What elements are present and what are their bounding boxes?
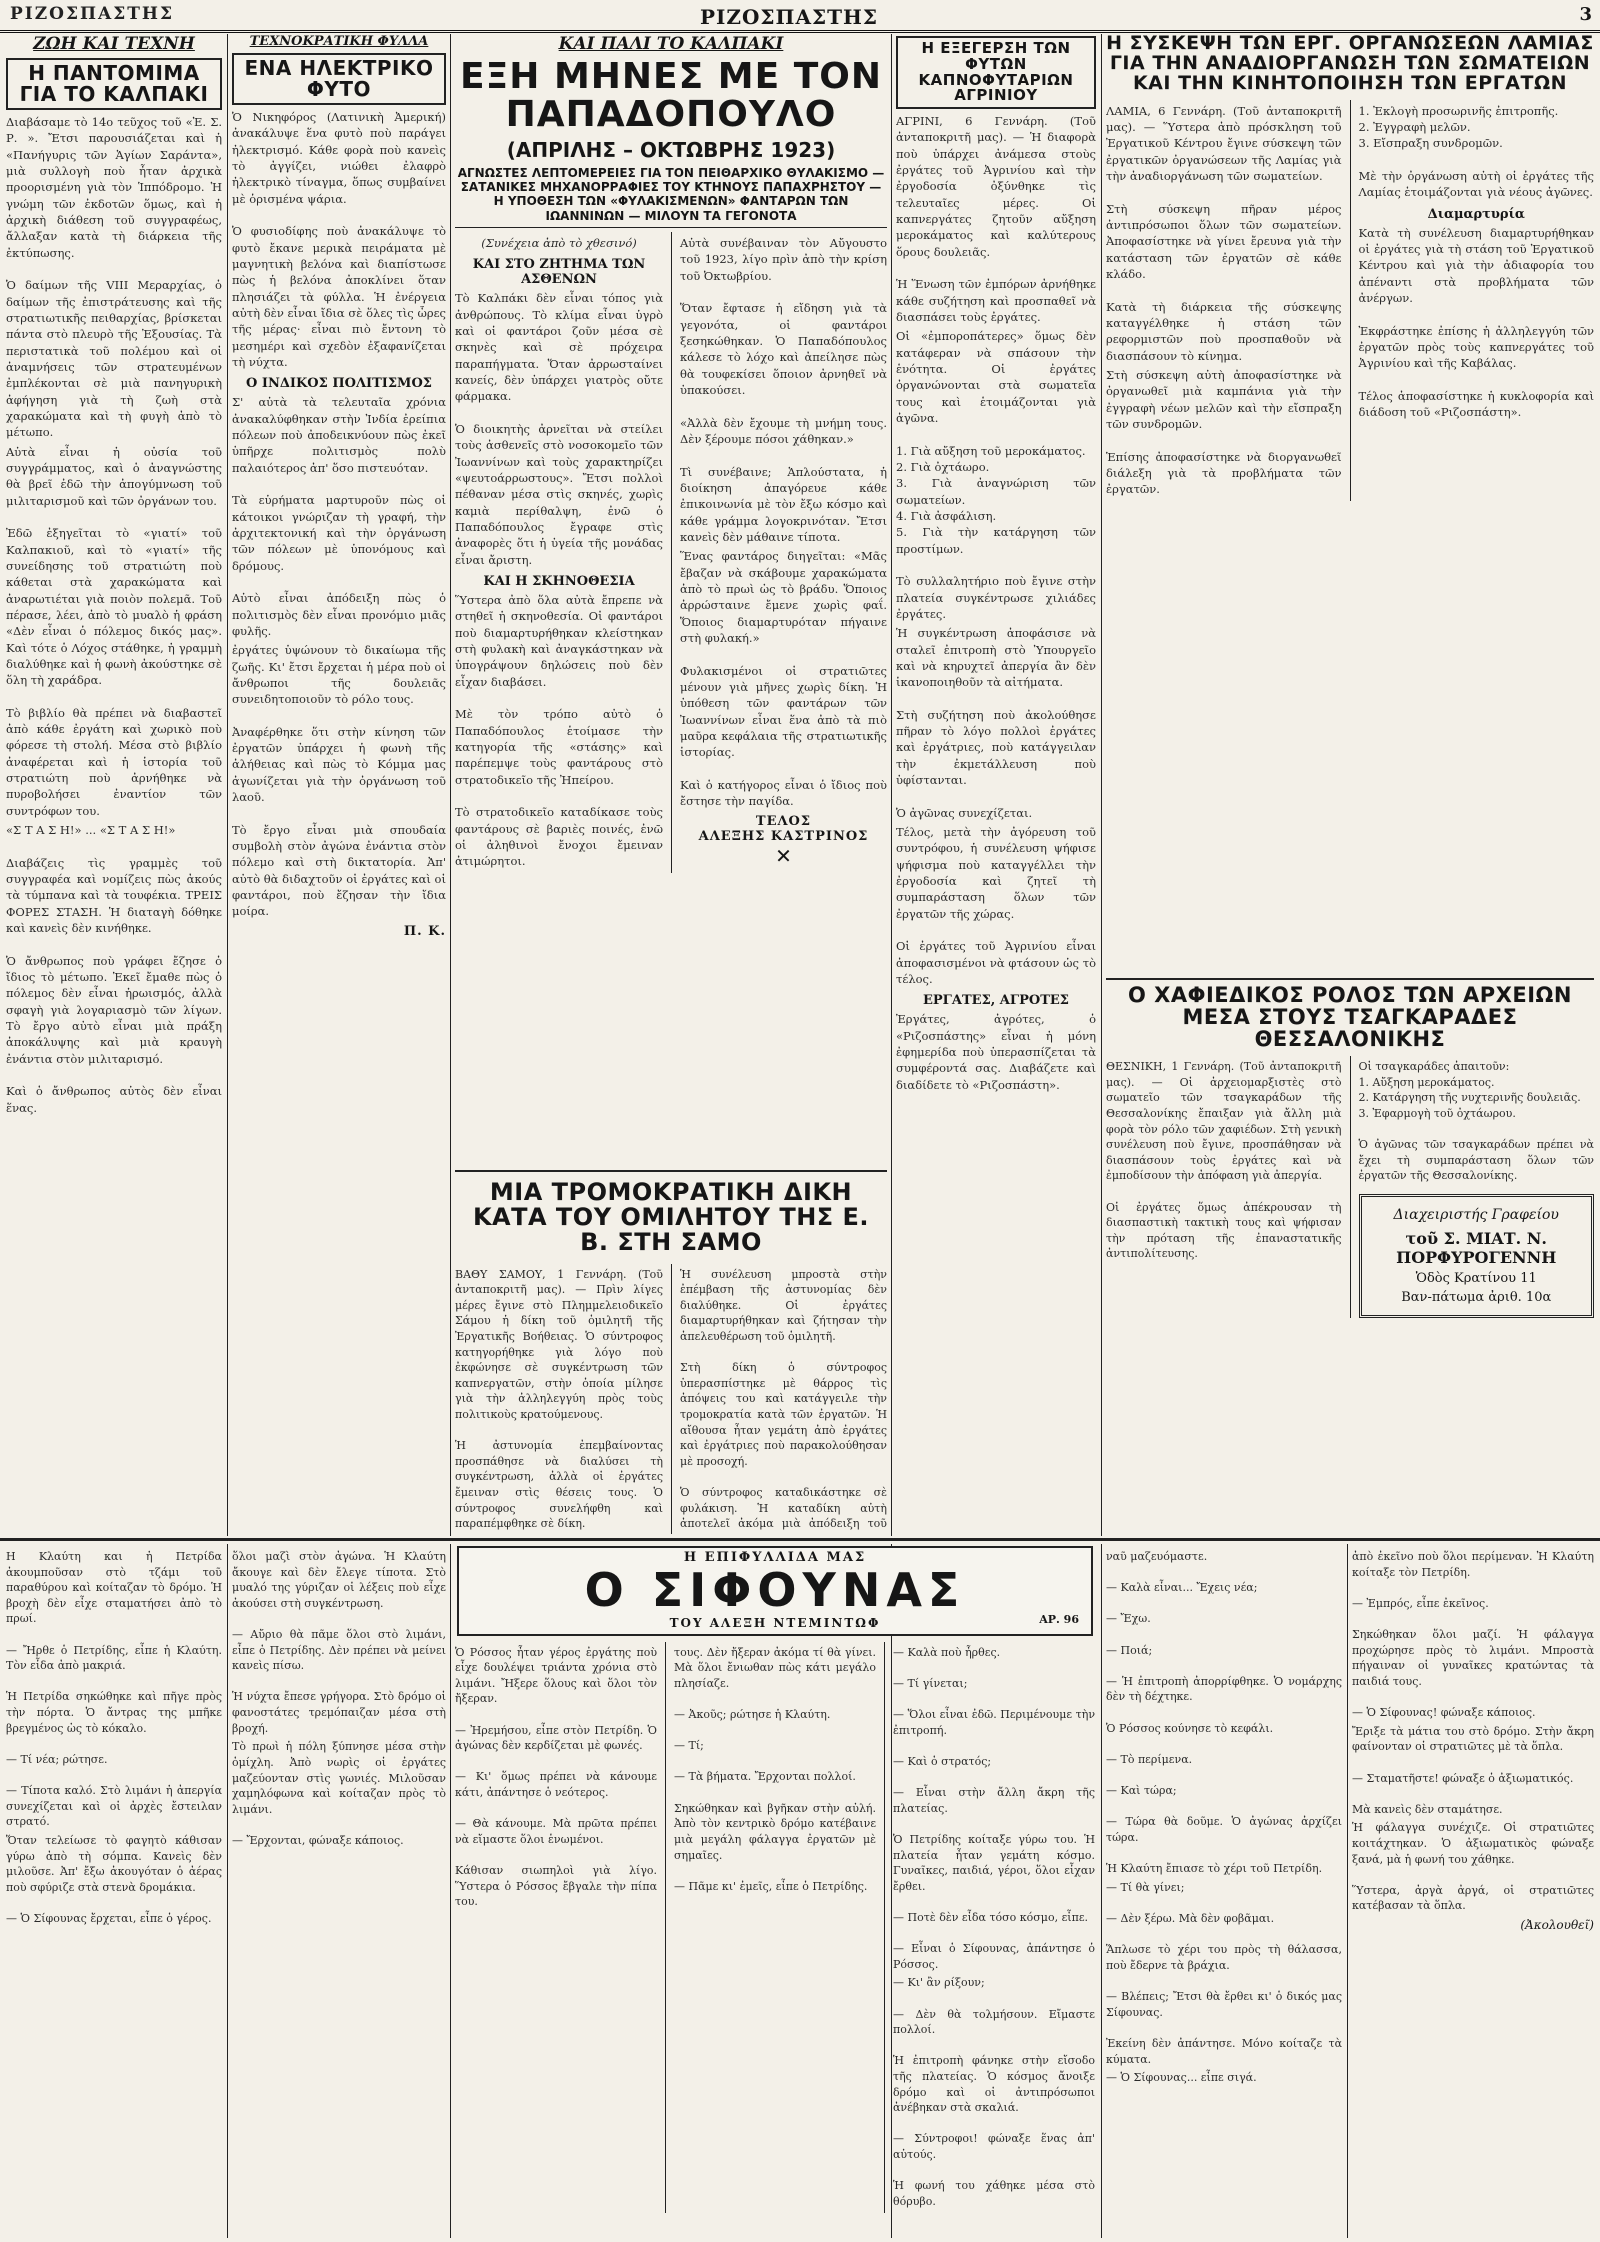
article-dateline: (ΑΠΡΙΛΗΣ – ΟΚΤΩΒΡΗΣ 1923) [506,137,836,162]
section-heading: Διαμαρτυρία [1427,206,1525,222]
serial-text: Ὁ Ρόσσος ἦταν γέρος ἐργάτης ποὺ εἶχε δουλέψει τριάντα χρόνια στὸ λιμάνι. Ἤξερε ὅλους καὶ ὅλοι τὸν ἤξεραν. — Ἠρεμήσου, εἶπε στὸν Πετρίδη. Ὁ ἀγώνας δὲν κερδίζεται μὲ φωνές. — Κι' ὅμως πρέπει νὰ κάνουμε κάτι, ἀπάντησε ὁ νεότερος. — Θὰ κάνουμε. Μὰ πρῶτα πρέπει νὰ εἴμαστε ὅλοι ἑνωμένοι. Κάθισαν σιωπηλοὶ γιὰ λίγο. Ὕστερα ὁ Ρόσσος ἔβγαλε τὴν πίπα του. [455,1645,658,1909]
serial-column [1106,1546,1342,2236]
cross-mark: ✕ [775,843,792,868]
article-body: Αὐτὰ εἶναι ἡ οὐσία τοῦ συγγράμματος, καὶ ὁ ἀναγνώστης θὰ βρεῖ ἐδῶ τὴν ἀπογύμνωση τοῦ μιλιταρισμοῦ καὶ τῶν ὀργάνων του. Ἐδῶ ἐξηγεῖται τὸ «γιατί» τοῦ Καλπακιοῦ, καὶ τὸ «γιατί» τῆς συνείδησης τοῦ στρατιώτη ποὺ κάθεται στὰ χαρακώματα καὶ ἀναρωτιέται γιὰ ποιὸν πολεμᾶ. Τοῦ πέρασε, λέει, ἀπὸ τὸ μυαλὸ ἡ φράση «Δὲν εἶναι ὁ πόλεμος δικός μας». Καὶ τότε ὁ Λόχος στάθηκε, ἡ γραμμὴ διαλύθηκε καὶ ἡ φωνὴ ἀκούστηκε σὲ ὅλη τὴ χαράδρα. Τὸ βιβλίο θὰ πρέπει νὰ διαβαστεῖ ἀπὸ κάθε ἐργάτη καὶ χωρικὸ ποὺ φόρεσε τὴ στολή. Μέσα στὸ βιβλίο ἀναφέρεται καὶ ἡ ἱστορία τοῦ στρατιώτη ποὺ ἀρνήθηκε νὰ πυροβολήσει ἐναντίον τῶν συντρόφων του. [6,444,222,818]
section-kicker: ΚΑΙ ΠΑΛΙ ΤΟ ΚΑΛΠΑΚΙ [558,34,784,54]
serial-title: Ο ΣΙΦΟΥΝΑΣ [584,1563,966,1617]
serial-number: ΑΡ. 96 [1039,1612,1079,1626]
serial-column [232,1546,446,2236]
column-rule [1101,1544,1102,2238]
article-body: Στὴ σύσκεψη αὐτὴ ἀποφασίστηκε νὰ ὀργανωθεῖ μιὰ καμπάνια γιὰ τὴν ἐγγραφὴ νέων μελῶν καὶ τὴν εἴσπραξη τῶν συνδρομῶν. Ἑπίσης ἀποφασίστηκε νὰ διοργανωθεῖ διάλεξη γιὰ τὰ προβλήματα τῶν ἐργατῶν. [1106,368,1342,497]
serial-text: Η Κλαύτη και ἡ Πετρίδα ἀκουμποῦσαν στὸ τζάμι τοῦ παραθύρου καὶ κοίταζαν τὸ δρόμο. Ἡ βροχὴ δὲν εἶχε σταματήσει ἀπὸ τὸ πρωί. — Ἤρθε ὁ Πετρίδης, εἶπε ἡ Κλαύτη. Τὸν εἶδα ἀπὸ μακριά. Ἡ Πετρίδα σηκώθηκε καὶ πῆγε πρὸς τὴν πόρτα. Ὁ ἄντρας της μπῆκε βρεγμένος ὡς τὸ κόκαλο. — Τί νέα; ρώτησε. — Τίποτα καλό. Στὸ λιμάνι ἡ ἀπεργία συνεχίζεται καὶ οἱ ἀρχὲς ἔστειλαν στρατό. [6,1550,222,1829]
column-rule [227,1544,228,2238]
article-body: Ὁ Νικηφόρος (Λατινικὴ Ἀμερική) ἀνακάλυψε ἕνα φυτὸ ποὺ παράγει ἠλεκτρισμό. Κάθε φορὰ ποὺ κανεὶς τὸ ἀγγίζει, νιώθει ἐλαφρὸ ἠλεκτρικὸ τίναγμα, ὅπως συμβαίνει μὲ ὁρισμένα ψάρια. Ὁ φυσιοδίφης ποὺ ἀνακάλυψε τὸ φυτὸ ἔκανε μερικὰ πειράματα μὲ μαγνητικὴ βελόνα καὶ διαπίστωσε πὼς ἡ βελόνα ἀποκλίνει ὅταν πλησιάζει τὰ φύλλα. Ἡ ἐνέργεια αὐτὴ δὲν εἶναι ἴδια σὲ ὅλες τὶς ὧρες τῆς μέρας· εἶναι πιὸ ἔντονη τὸ μεσημέρι καὶ σχεδὸν ἐξαφανίζεται τὴ νύχτα. [232,110,446,369]
masthead-left: ΡΙΖΟΣΠΑΣΤΗΣ [10,4,174,24]
section-kicker: ΤΕΧΝΟΚΡΑΤΙΚΗ ΦΥΛΛΑ [249,34,429,49]
article-samos-trial [455,1176,887,1534]
column-rule [450,34,451,1536]
page-number: 3 [1579,4,1592,25]
column-rule [891,34,892,1536]
section-heading: ΕΡΓΑΤΕΣ, ΑΓΡΟΤΕΣ [922,993,1069,1009]
article-salonika [1106,984,1594,1534]
serial-signoff: (Ἀκολουθεῖ) [1520,1918,1594,1933]
article-body: ΒΑΘΥ ΣΑΜΟΥ, 1 Γεννάρη. (Τοῦ ἀνταποκριτῆ μας). — Πρὶν λίγες μέρες ἔγινε στὸ Πλημμελειοδικεῖο Σάμου ἡ δίκη τοῦ ὁμιλητῆ τῆς Ἐργατικῆς Βοήθειας. Ὁ σύντροφος κατηγορήθηκε γιὰ λόγο ποὺ ἐκφώνησε σὲ συγκέντρωση τῶν καπνεργατῶν, στὴν ὁποία μίλησε γιὰ τὴν ἀλληλεγγύη πρὸς τοὺς πολιτικοὺς κρατούμενους. Ἡ ἀστυνομία ἐπεμβαίνοντας προσπάθησε νὰ διαλύσει τὴ συγκέντρωση, ἀλλὰ οἱ ἐργάτες ἔμειναν στὶς θέσεις τους. Ὁ σύντροφος συνελήφθη καὶ παραπέμφθηκε σὲ δίκη. [455,1267,663,1531]
column-rule [227,34,228,1536]
article-headline: Η ΕΞΕΓΕΡΣΗ ΤΩΝ ΦΥΤΩΝ ΚΑΠΝΟΦΥΤΑΡΙΩΝ ΑΓΡΙΝΙΟΥ [896,36,1096,109]
serial-text: τους. Δὲν ἤξεραν ἀκόμα τί θὰ γίνει. Μὰ ὅλοι ἔνιωθαν πὼς κάτι μεγάλο πλησίαζε. — Ἀκοῦς; ρώτησε ἡ Κλαύτη. — Τί; — Τὰ βήματα. Ἔρχονται πολλοί. Σηκώθηκαν καὶ βγῆκαν στὴν αὐλή. Ἀπὸ τὸν κεντρικὸ δρόμο κατέβαινε μιὰ μεγάλη φάλαγγα ἐργατῶν μὲ σημαῖες. — Πᾶμε κι' ἐμεῖς, εἶπε ὁ Πετρίδης. [674,1645,877,1893]
article-byline: Π. Κ. [403,923,446,939]
ad-line: Διαχειριστής Γραφείου [1393,1207,1559,1224]
serial-text: — Καλὰ ποὺ ἦρθες. — Τί γίνεται; — Ὅλοι εἶναι ἐδῶ. Περιμένουμε τὴν ἐπιτροπή. — Καὶ ὁ στρατός; — Εἶναι στὴν ἄλλη ἄκρη τῆς πλατείας. Ὁ Πετρίδης κοίταξε γύρω του. Ἡ πλατεία ἦταν γεμάτη κόσμο. Γυναῖκες, παιδιά, γέροι, ὅλοι εἶχαν ἔρθει. — Ποτὲ δὲν εἶδα τόσο κόσμο, εἶπε. — Εἶναι ὁ Σίφουνας, ἀπάντησε ὁ Ρόσσος. [893,1645,1095,1971]
serial-text: ἀπὸ ἐκεῖνο ποὺ ὅλοι περίμεναν. Ἡ Κλαύτη κοίταξε τὸν Πετρίδη. — Ἐμπρός, εἶπε ἐκεῖνος. Σηκώθηκαν ὅλοι μαζί. Ἡ φάλαγγα προχώρησε πρὸς τὸ λιμάνι. Μπροστὰ πήγαιναν οἱ γυναῖκες κρατώντας τὰ παιδιά τους. — Ὁ Σίφουνας! φώναξε κάποιος. [1352,1550,1594,1720]
article-body: Ἐργάτες, ἀγρότες, ὁ «Ριζοσπάστης» εἶναι ἡ μόνη ἐφημερίδα ποὺ ὑπερασπίζεται τὰ συμφέροντά σας. Διαβάζετε καὶ διαδίδετε τὸ «Ριζοσπάστη». [896,1012,1096,1092]
article-lamia [1106,34,1594,974]
ad-line: τοῦ Σ. ΜΙΑΤ. Ν. ΠΟΡΦΥΡΟΓΕΝΝΗ [1396,1229,1557,1268]
serial-column [1352,1546,1594,2236]
article-headline: ΕΞΗ ΜΗΝΕΣ ΜΕ ΤΟΝ ΠΑΠΑΔΟΠΟΥΛΟ [459,56,883,135]
ad-line: Βαν-πάτωμα ἀριθ. 10α [1401,1290,1552,1306]
serial-center [455,1546,1095,2236]
article-body: ΘΕΣΝΙΚΗ, 1 Γεννάρη. (Τοῦ ἀνταποκριτῆ μας). — Οἱ ἀρχειομαρξιστὲς στὸ σωματεῖο τῶν τσαγκαράδων τῆς Θεσσαλονίκης ἔπαιξαν γιὰ ἄλλη μιὰ φορὰ τὸν ρόλο τῶν χαφιέδων. Στὴ γενικὴ συνέλευση ποὺ ἔγινε, προσπάθησαν νὰ διασπάσουν τοὺς ἐργάτες καὶ νὰ ἐμποδίσουν τὴν ἀπόφαση γιὰ ἀπεργία. Οἱ ἐργάτες ὅμως ἀπέκρουσαν τὴ διασπαστικὴ τακτικὴ τους καὶ ψήφισαν τὴν πρόταση τῆς ἐπαναστατικῆς ἀντιπολίτευσης. [1106,1060,1342,1261]
section-heading: Ο ΙΝΔΙΚΟΣ ΠΟΛΙΤΙΣΜΟΣ [246,376,432,392]
serial-text: Τὸ πρωὶ ἡ πόλη ξύπνησε μέσα στὴν ὁμίχλη. Ἀπὸ νωρὶς οἱ ἐργάτες μαζεύονταν στὶς γωνιές. Μιλοῦσαν χαμηλόφωνα καὶ κοίταζαν πρὸς τὸ λιμάνι. — Ἔρχονται, φώναξε κάποιος. [232,1740,446,1847]
article-body: Οἱ «ἐμποροπάτερες» ὅμως δὲν κατάφεραν νὰ σπάσουν τὴν ἑνότητα. Οἱ ἐργάτες ὀργανώνονται στὰ σωματεῖα τους καὶ ἑτοιμάζονται γιὰ ἀγῶνα. 1. Γιὰ αὔξηση τοῦ μεροκάματος. 2. Γιὰ ὀχτάωρο. 3. Γιὰ ἀναγνώριση τῶν σωματείων. 4. Γιὰ ἀσφάλιση. 5. Γιὰ τὴν κατάργηση τῶν προστίμων. Τὸ συλλαλητήριο ποὺ ἔγινε στὴν πλατεία συγκέντρωσε χιλιάδες ἐργάτες. [896,329,1096,621]
section-divider [0,1538,1600,1541]
column-life-and-art [6,34,222,1534]
article-body: Τέλος, μετὰ τὴν ἀγόρευση τοῦ συντρόφου, ἡ συνέλευση ψήφισε ψήφισμα ποὺ καταγγέλλει τὴν ἐργοδοσία καὶ ζητεῖ τὴ συμπαράσταση ὅλων τῶν ἐργατῶν τῆς χώρας. Οἱ ἐργάτες τοῦ Ἀγρινίου εἶναι ἀποφασισμένοι νὰ φτάσουν ὡς τὸ τέλος. [896,825,1096,987]
column-technology [232,34,446,1534]
article-headline: Η ΠΑΝΤΟΜΙΜΑ ΓΙΑ ΤΟ ΚΑΛΠΑΚΙ [6,58,222,110]
divider [455,1170,887,1172]
section-heading: ΚΑΙ Η ΣΚΗΝΟΘΕΣΙΑ [483,574,635,590]
article-headline: Η ΣΥΣΚΕΨΗ ΤΩΝ ΕΡΓ. ΟΡΓΑΝΩΣΕΩΝ ΛΑΜΙΑΣ ΓΙΑ ΤΗΝ ΑΝΑΔΙΟΡΓΑΝΩΣΗ ΤΩΝ ΣΩΜΑΤΕΙΩΝ ΚΑΙ ΤΗΝ ΚΙΝΗΤΟΠΟΙΗΣΗ ΤΩΝ ΕΡΓΑΤΩΝ [1106,34,1594,94]
serial-text: Ὅταν τελείωσε τὸ φαγητὸ κάθισαν γύρω ἀπὸ τὴ σόμπα. Κανεὶς δὲν μιλοῦσε. Ἀπ' ἔξω ἀκουγόταν ὁ ἀέρας ποὺ σφύριζε στὰ στενὰ δρομάκια. — Ὁ Σίφουνας ἔρχεται, εἶπε ὁ γέρος. [6,1833,222,1926]
article-body: Διαβάσαμε τὸ 14ο τεῦχος τοῦ «Ἑ. Σ. Ρ. ». Ἔτσι παρουσιάζεται καὶ ἡ «Πανήγυρις τῶν Ἁγίων Σαράντα», μιὰ συλλογὴ ποὺ ἦταν ἀρχικὰ προορισμένη γιὰ τὸν Ἱππόδρομο. Ἡ γνώμη τῶν ἐκδοτῶν ὅμως, καὶ ἡ ἀρχικὴ διάθεση τοῦ συγγραφέως, ἄλλαξαν κατὰ τὴ διάρκεια τῆς ἐκτύπωσης. Ὁ δαίμων τῆς VIII Μεραρχίας, ὁ δαίμων τῆς ἐπιστράτευσης καὶ τῆς στρατιωτικῆς πειθαρχίας, βρίσκεται πάντα στὸ πλευρὸ τῆς Ἐξουσίας. Τὰ περιστατικὰ τοῦ πολέμου καὶ οἱ ἀναμνήσεις τῶν στρατευμένων ἐμπλέκονται σὲ μιὰ πανηγυρικὴ ἀφήγηση γιὰ τὴ ζωὴ στὰ χαρακώματα καὶ τὴ φυγὴ ἀπὸ τὸ μέτωπο. [6,115,222,440]
section-heading: ΚΑΙ ΣΤΟ ΖΗΤΗΜΑ ΤΩΝ ΑΣΘΕΝΩΝ [472,257,646,288]
article-body: ΑΓΡΙΝΙ, 6 Γεννάρη. (Τοῦ ἀνταποκριτῆ μας). — Ἡ διαφορὰ ποὺ ὑπάρχει ἀνάμεσα στοὺς ἐργάτες τοῦ Ἀγρινίου καὶ τὴν ἐργοδοσία ὀξύνθηκε τὶς τελευταῖες μέρες. Οἱ καπνεργάτες ζητοῦν αὔξηση μεροκάματος καὶ καλύτερους ὅρους δουλειᾶς. Ἡ Ἕνωση τῶν ἐμπόρων ἀρνήθηκε κάθε συζήτηση καὶ προσπαθεῖ νὰ διασπάσει τοὺς ἐργάτες. [896,114,1096,324]
divider [1106,978,1594,980]
masthead-title: ΡΙΖΟΣΠΑΣΤΗΣ [700,5,879,29]
serial-author: ΤΟΥ ΑΛΕΞΗ ΝΤΕΜΙΝΤΩΦ [669,1615,881,1630]
serial-text: — Κι' ἂν ρίξουν; — Δὲν θὰ τολμήσουν. Εἴμαστε πολλοί. Ἡ ἐπιτροπὴ φάνηκε στὴν εἴσοδο τῆς πλατείας. Ὁ κόσμος ἄνοιξε δρόμο καὶ οἱ ἀντιπρόσωποι ἀνέβηκαν στὰ σκαλιά. — Σύντροφοι! φώναξε ἕνας ἀπ' αὐτούς. Ἡ φωνή του χάθηκε μέσα στὸ θόρυβο. [893,1976,1095,2208]
article-headline: ΜΙΑ ΤΡΟΜΟΚΡΑΤΙΚΗ ΔΙΚΗ ΚΑΤΑ ΤΟΥ ΟΜΙΛΗΤΟΥ ΤΗΣ Ε. Β. ΣΤΗ ΣΑΜΟ [472,1178,870,1257]
article-body: Κατὰ τὴ συνέλευση διαμαρτυρήθηκαν οἱ ἐργάτες γιὰ τὴ στάση τοῦ Ἐργατικοῦ Κέντρου καὶ γιὰ τὴν ἀδιαφορία του ἀπέναντι στὰ προβλήματα τῶν ἀνέργων. Ἐκφράστηκε ἐπίσης ἡ ἀλληλεγγύη τῶν ἐργατῶν πρὸς τοὺς καπνεργάτες τοῦ Ἀγρινίου καὶ τῆς Καβάλας. Τέλος ἀποφασίστηκε ἡ κυκλοφορία καὶ διάδοση τοῦ «Ριζοσπάστη». [1358,225,1594,420]
article-kalpaki [455,34,887,1168]
article-body: «Σ Τ Α Σ Η!» ... «Σ Τ Α Σ Η!» Διαβάζεις τὶς γραμμὲς τοῦ συγγραφέα καὶ νομίζεις πὼς ἀκούς τὰ τύμπανα καὶ τὰ τουφέκια. ΤΡΕΙΣ ΦΟΡΕΣ ΣΤΑΣΗ. Ἡ διαταγὴ δόθηκε καὶ κανεὶς δὲν κινήθηκε. Ὁ ἄνθρωπος ποὺ γράφει ἔζησε ὁ ἴδιος τὸ μέτωπο. Ἐκεῖ ἔμαθε πὼς ὁ πόλεμος δὲν εἶναι ἡρωισμός, ἀλλὰ σφαγὴ γιὰ λογαριασμὸ τῶν λίγων. Τὸ ἔργο αὐτὸ εἶναι μιὰ πράξη ἀποκάλυψης καὶ μιὰ κραυγὴ ἐνάντια στὸν μιλιταρισμό. Καὶ ὁ ἄνθρωπος αὐτὸς δὲν εἶναι ἕνας. [6,823,222,1115]
column-rule [1101,34,1102,1536]
advertisement-box [1359,1194,1595,1318]
article-headline: ΕΝΑ ΗΛΕΚΤΡΙΚΟ ΦΥΤΟ [232,53,446,105]
serial-text: Ἔριξε τὰ μάτια του στὸ δρόμο. Στὴν ἄκρη φαίνονταν οἱ στρατιῶτες μὲ τὰ ὅπλα. — Σταματῆστε! φώναξε ὁ ἀξιωματικός. Μὰ κανεὶς δὲν σταμάτησε. [1352,1724,1594,1816]
ad-line: Ὁδὸς Κρατίνου 11 [1415,1271,1537,1287]
article-body: Ἡ συνέλευση μπροστὰ στὴν ἐπέμβαση τῆς ἀστυνομίας δὲν διαλύθηκε. Οἱ ἐργάτες διαμαρτυρήθηκαν καὶ ζήτησαν τὴν ἀπελευθέρωση τοῦ ὁμιλητῆ. Στὴ δίκη ὁ σύντροφος ὑπερασπίστηκε μὲ θάρρος τὶς ἀπόψεις του καὶ κατάγγειλε τὴν τρομοκρατία κατὰ τῶν ἐργατῶν. Ἡ αἴθουσα ἦταν γεμάτη ἀπὸ ἐργάτες καὶ ἐργάτριες ποὺ παρακολούθησαν μὲ προσοχή. Ὁ σύντροφος καταδικάστηκε σὲ φυλάκιση. Ἡ καταδίκη αὐτὴ ἀποτελεῖ ἀκόμα μιὰ ἀπόδειξη τοῦ [679,1267,887,1531]
serial-text: — Ὁ Σίφουνας... εἶπε σιγά. [1106,2071,1257,2085]
column-rule [1347,1544,1348,2238]
serial-banner [457,1546,1093,1636]
article-body: Οἱ τσαγκαράδες ἀπαιτοῦν: 1. Αὔξηση μεροκάματος. 2. Κατάργηση τῆς νυχτερινῆς δουλειᾶς. 3. Ἐφαρμογὴ τοῦ ὀχτάωρου. Ὁ ἀγῶνας τῶν τσαγκαράδων πρέπει νὰ ἔχει τὴ συμπαράσταση ὅλων τῶν ἐργατῶν τῆς Θεσσαλονίκης. [1358,1060,1594,1183]
serial-text: — Τί θὰ γίνει; — Δὲν ξέρω. Μὰ δὲν φοβᾶμαι. Ἅπλωσε τὸ χέρι του πρὸς τὴ θάλασσα, ποὺ ἔδερνε τὰ βράχια. — Βλέπεις; Ἔτσι θὰ ἔρθει κι' ὁ δικός μας Σίφουνας. Ἐκείνη δὲν ἀπάντησε. Μόνο κοίταζε τὰ κύματα. [1106,1880,1342,2066]
article-agrinio [896,34,1096,1534]
article-body: Αὐτὰ συνέβαιναν τὸν Αὔγουστο τοῦ 1923, λίγο πρὶν ἀπὸ τὴν κρίση τοῦ Ὀκτωβρίου. Ὅταν ἔφτασε ἡ εἴδηση γιὰ τὰ γεγονότα, οἱ φαντάροι ξεσηκώθηκαν. Ὁ Παπαδόπουλος κάλεσε τὸ λόχο καὶ ἀπείλησε πὼς θὰ τουφεκίσει ὅποιον ἀρνηθεῖ νὰ ὑπακούσει. «Ἀλλὰ δὲν ἔχουμε τὴ μνήμη τους. Δὲν ξέρουμε πόσοι χάθηκαν.» Τὶ συνέβαινε; Ἁπλούστατα, ἡ διοίκηση ἀπαγόρευε κάθε ἐπικοινωνία μὲ τὸν ἔξω κόσμο καὶ κάθε γράμμα λογοκρινόταν. Ἔτσι κανεὶς δὲν μάθαινε τίποτα. [679,236,887,545]
article-body: 1. Ἐκλογὴ προσωρινῆς ἐπιτροπῆς. 2. Ἐγγραφὴ μελῶν. 3. Εἴσπραξη συνδρομῶν. Μὲ τὴν ὀργάνωση αὐτὴ οἱ ἐργάτες τῆς Λαμίας ἑτοιμάζονται γιὰ νέους ἀγῶνες. [1358,103,1594,200]
serial-label: Η ΕΠΙΦΥΛΛΙΔΑ ΜΑΣ [683,1550,867,1565]
article-subheadline: ΑΓΝΩΣΤΕΣ ΛΕΠΤΟΜΕΡΕΙΕΣ ΓΙΑ ΤΟΝ ΠΕΙΘΑΡΧΙΚΟ ΘΥΛΑΚΙΣΜΟ — ΣΑΤΑΝΙΚΕΣ ΜΗΧΑΝΟΡΡΑΦΙΕΣ ΤΟΥ ΚΤΗΝΟΥΣ ΠΑΠΑΧΡΗΣΤΟΥ — Η ΥΠΟΘΕΣΗ ΤΩΝ «ΦΥΛΑΚΙΣΜΕΝΩΝ» ΦΑΝΤΑΡΩΝ ΤΩΝ ΙΩΑΝΝΙΝΩΝ — ΜΙΛΟΥΝ ΤΑ ΓΕΓΟΝΟΤΑ [455,166,887,229]
article-body: Ὕστερα ἀπὸ ὅλα αὐτὰ ἔπρεπε νὰ στηθεῖ ἡ σκηνοθεσία. Οἱ φαντάροι ποὺ διαμαρτυρήθηκαν κλείστηκαν στὴ φυλακὴ καὶ ἀναγκάστηκαν νὰ ὑπογράψουν δηλώσεις ποὺ δὲν εἶχαν διαβάσει. Μὲ τὸν τρόπο αὐτὸ ὁ Παπαδόπουλος ἑτοίμασε τὴν κατηγορία τῆς «στάσης» καὶ παρέπεμψε τοὺς φαντάρους στὸ στρατοδικεῖο τῆς Ἠπείρου. Τὸ στρατοδικεῖο καταδίκασε τοὺς φαντάρους σὲ βαριὲς ποινές, ἐνῶ οἱ ἀληθινοὶ ἔνοχοι ἔμειναν ἀτιμώρητοι. [455,593,663,869]
article-body: Ἕνας φαντάρος διηγεῖται: «Μᾶς ἔβαζαν νὰ σκάβουμε χαρακώματα ἀπὸ τὸ πρωὶ ὡς τὸ βράδυ. Ὅποιος ἀρρώσταινε ἔμενε χωρὶς φαΐ. Ὅποιος διαμαρτυρόταν πήγαινε στὴ φυλακή.» Φυλακισμένοι οἱ στρατιῶτες μένουν γιὰ μῆνες χωρὶς δίκη. Ἡ ὑπόθεση τῶν φαντάρων τῶν Ἰωαννίνων εἶναι ἕνα ἀπὸ τὰ πιὸ μαῦρα κεφάλαια τῆς στρατιωτικῆς ἱστορίας. Καὶ ὁ κατήγορος εἶναι ὁ ἴδιος ποὺ ἔστησε τὴν παγίδα. [679,549,887,809]
serial-text: ναῦ μαζευόμαστε. — Καλὰ εἶναι... Ἔχεις νέα; — Ἔχω. — Ποιά; — Ἡ ἐπιτροπὴ ἀπορρίφθηκε. Ὁ νομάρχης δὲν τὴ δέχτηκε. Ὁ Ρόσσος κούνησε τὸ κεφάλι. — Τὸ περίμενα. — Καὶ τώρα; — Τώρα θὰ δοῦμε. Ὁ ἀγώνας ἀρχίζει τώρα. Ἡ Κλαύτη ἔπιασε τὸ χέρι τοῦ Πετρίδη. [1106,1550,1342,1876]
article-byline: ΤΕΛΟΣ ΑΛΕΞΗΣ ΚΑΣΤΡΙΝΟΣ [698,813,869,844]
serial-text: ὅλοι μαζὶ στὸν ἀγώνα. Ἡ Κλαύτη ἄκουγε καὶ δὲν ἔλεγε τίποτα. Στὸ μυαλό της γύριζαν οἱ λέξεις ποὺ εἶχε ἀκούσει στὴ συγκέντρωση. — Αὔριο θὰ πᾶμε ὅλοι στὸ λιμάνι, εἶπε ὁ Πετρίδης. Δὲν πρέπει νὰ μείνει κανεὶς πίσω. Ἡ νύχτα ἔπεσε γρήγορα. Στὸ δρόμο οἱ φανοστάτες τρεμόπαιζαν μέσα στὴ βροχή. [232,1550,446,1735]
article-intro: (Συνέχεια ἀπὸ τὸ χθεσινό) [481,236,637,251]
serial-text: Ἡ φάλαγγα συνέχιζε. Οἱ στρατιῶτες κοιτάχτηκαν. Ὁ ἀξιωματικὸς φώναξε ξανά, μὰ ἡ φωνή του χάθηκε. Ὕστερα, ἀργὰ ἀργά, οἱ στρατιῶτες κατέβασαν τὰ ὅπλα. [1352,1821,1594,1913]
serial-column [6,1546,222,2236]
article-body: Τὸ Καλπάκι δὲν εἶναι τόπος γιὰ ἀνθρώπους. Τὸ κλίμα εἶναι ὑγρὸ καὶ οἱ φαντάροι ζοῦν μέσα σὲ σκηνὲς καὶ σὲ πρόχειρα παραπήγματα. Ὅταν ἀρρωσταίνει κανείς, δὲν ὑπάρχει γιατρὸς οὔτε φάρμακα. Ὁ διοικητὴς ἀρνεῖται νὰ στείλει τοὺς ἀσθενεῖς στὸ νοσοκομεῖο τῶν Ἰωαννίνων καὶ τοὺς χαρακτηρίζει «ψευτοάρρωστους». Ἔτσι πολλοὶ πέθαναν μέσα στὶς σκηνές, χωρὶς καμιὰ περίθαλψη, ἐνῶ ὁ Παπαδόπουλος ἔγραφε στὶς ἀναφορὲς ὅτι ἡ ὑγεία τῆς μονάδας εἶναι ἄριστη. [455,291,663,567]
article-headline: Ο ΧΑΦΙΕΔΙΚΟΣ ΡΟΛΟΣ ΤΩΝ ΑΡΧΕΙΩΝ ΜΕΣΑ ΣΤΟΥΣ ΤΣΑΓΚΑΡΑΔΕΣ ΘΕΣΣΑΛΟΝΙΚΗΣ [1128,984,1572,1052]
section-kicker: ΖΩΗ ΚΑΙ ΤΕΧΝΗ [33,34,195,54]
article-body: Ἡ συγκέντρωση ἀποφάσισε νὰ σταλεῖ ἐπιτροπὴ στὸ Ὑπουργεῖο καὶ νὰ κηρυχτεῖ ἀπεργία ἂν δὲν ἱκανοποιηθοῦν τὰ αἰτήματα. Στὴ συζήτηση ποὺ ἀκολούθησε πῆραν τὸ λόγο πολλοὶ ἐργάτες καὶ ἐργάτριες, ποὺ κατάγγειλαν τὴν ἐκμετάλλευση ποὺ ὑφίστανται. Ὁ ἀγῶνας συνεχίζεται. [896,626,1096,820]
article-body: ἐργάτες ὑψώνουν τὸ δικαίωμα τῆς ζωῆς. Κι' ἔτσι ἔρχεται ἡ μέρα ποὺ οἱ ἄνθρωποι τῆς δουλειᾶς συνειδητοποιοῦν τὸ ρόλο τους. Ἀναφέρθηκε ὅτι στὴν κίνηση τῶν ἐργατῶν ὑπάρχει ἡ φωνὴ τῆς ἀλήθειας καὶ πὼς τὸ Κόμμα μας ἀγωνίζεται γιὰ τὴν ὀργάνωση τοῦ λαοῦ. Τὸ ἔργο εἶναι μιὰ σπουδαία συμβολὴ στὸν ἀγώνα ἐνάντια στὸν πόλεμο καὶ στὴ δικτατορία. Ἀπ' αὐτὸ θὰ διδαχτοῦν οἱ ἐργάτες καὶ οἱ φαντάροι, ποὺ ἔζησαν τὴν ἴδια μοίρα. [232,643,446,919]
article-body: Σ' αὐτὰ τὰ τελευταῖα χρόνια ἀνακαλύφθηκαν στὴν Ἰνδία ἐρείπια πόλεων ποὺ ἀποδεικνύουν πὼς ἐκεῖ ὑπῆρχε πολιτισμὸς πολὺ παλαιότερος ἀπ' ὅσο πιστευόταν. Τὰ εὑρήματα μαρτυροῦν πὼς οἱ κάτοικοι γνώριζαν τὴ γραφή, τὴν ἀρχιτεκτονική καὶ τὴν ὀργάνωση τῶν πόλεων μὲ ὑπονόμους καὶ δρόμους. Αὐτὸ εἶναι ἀπόδειξη πὼς ὁ πολιτισμὸς δὲν εἶναι προνόμιο μιᾶς φυλῆς. [232,395,446,638]
article-body: ΛΑΜΙΑ, 6 Γεννάρη. (Τοῦ ἀνταποκριτῆ μας). — Ὕστερα ἀπὸ πρόσκληση τοῦ Ἐργατικοῦ Κέντρου ἔγινε σύσκεψη τῶν ἐργατικῶν ὀργανώσεων τῆς Λαμίας γιὰ τὴν ἀναδιοργάνωση τῶν σωματείων. Στὴ σύσκεψη πῆραν μέρος ἀντιπρόσωποι ὅλων τῶν σωματείων. Ἀποφασίστηκε νὰ γίνει ἔρευνα γιὰ τὴν κατάσταση τῶν ἐργατῶν σὲ κάθε κλάδο. Κατὰ τὴ διάρκεια τῆς σύσκεψης καταγγέλθηκε ἡ στάση τῶν ρεφορμιστῶν ποὺ προσπαθοῦν νὰ διασπάσουν τὸ κίνημα. [1106,103,1342,363]
column-rule [450,1544,451,2238]
